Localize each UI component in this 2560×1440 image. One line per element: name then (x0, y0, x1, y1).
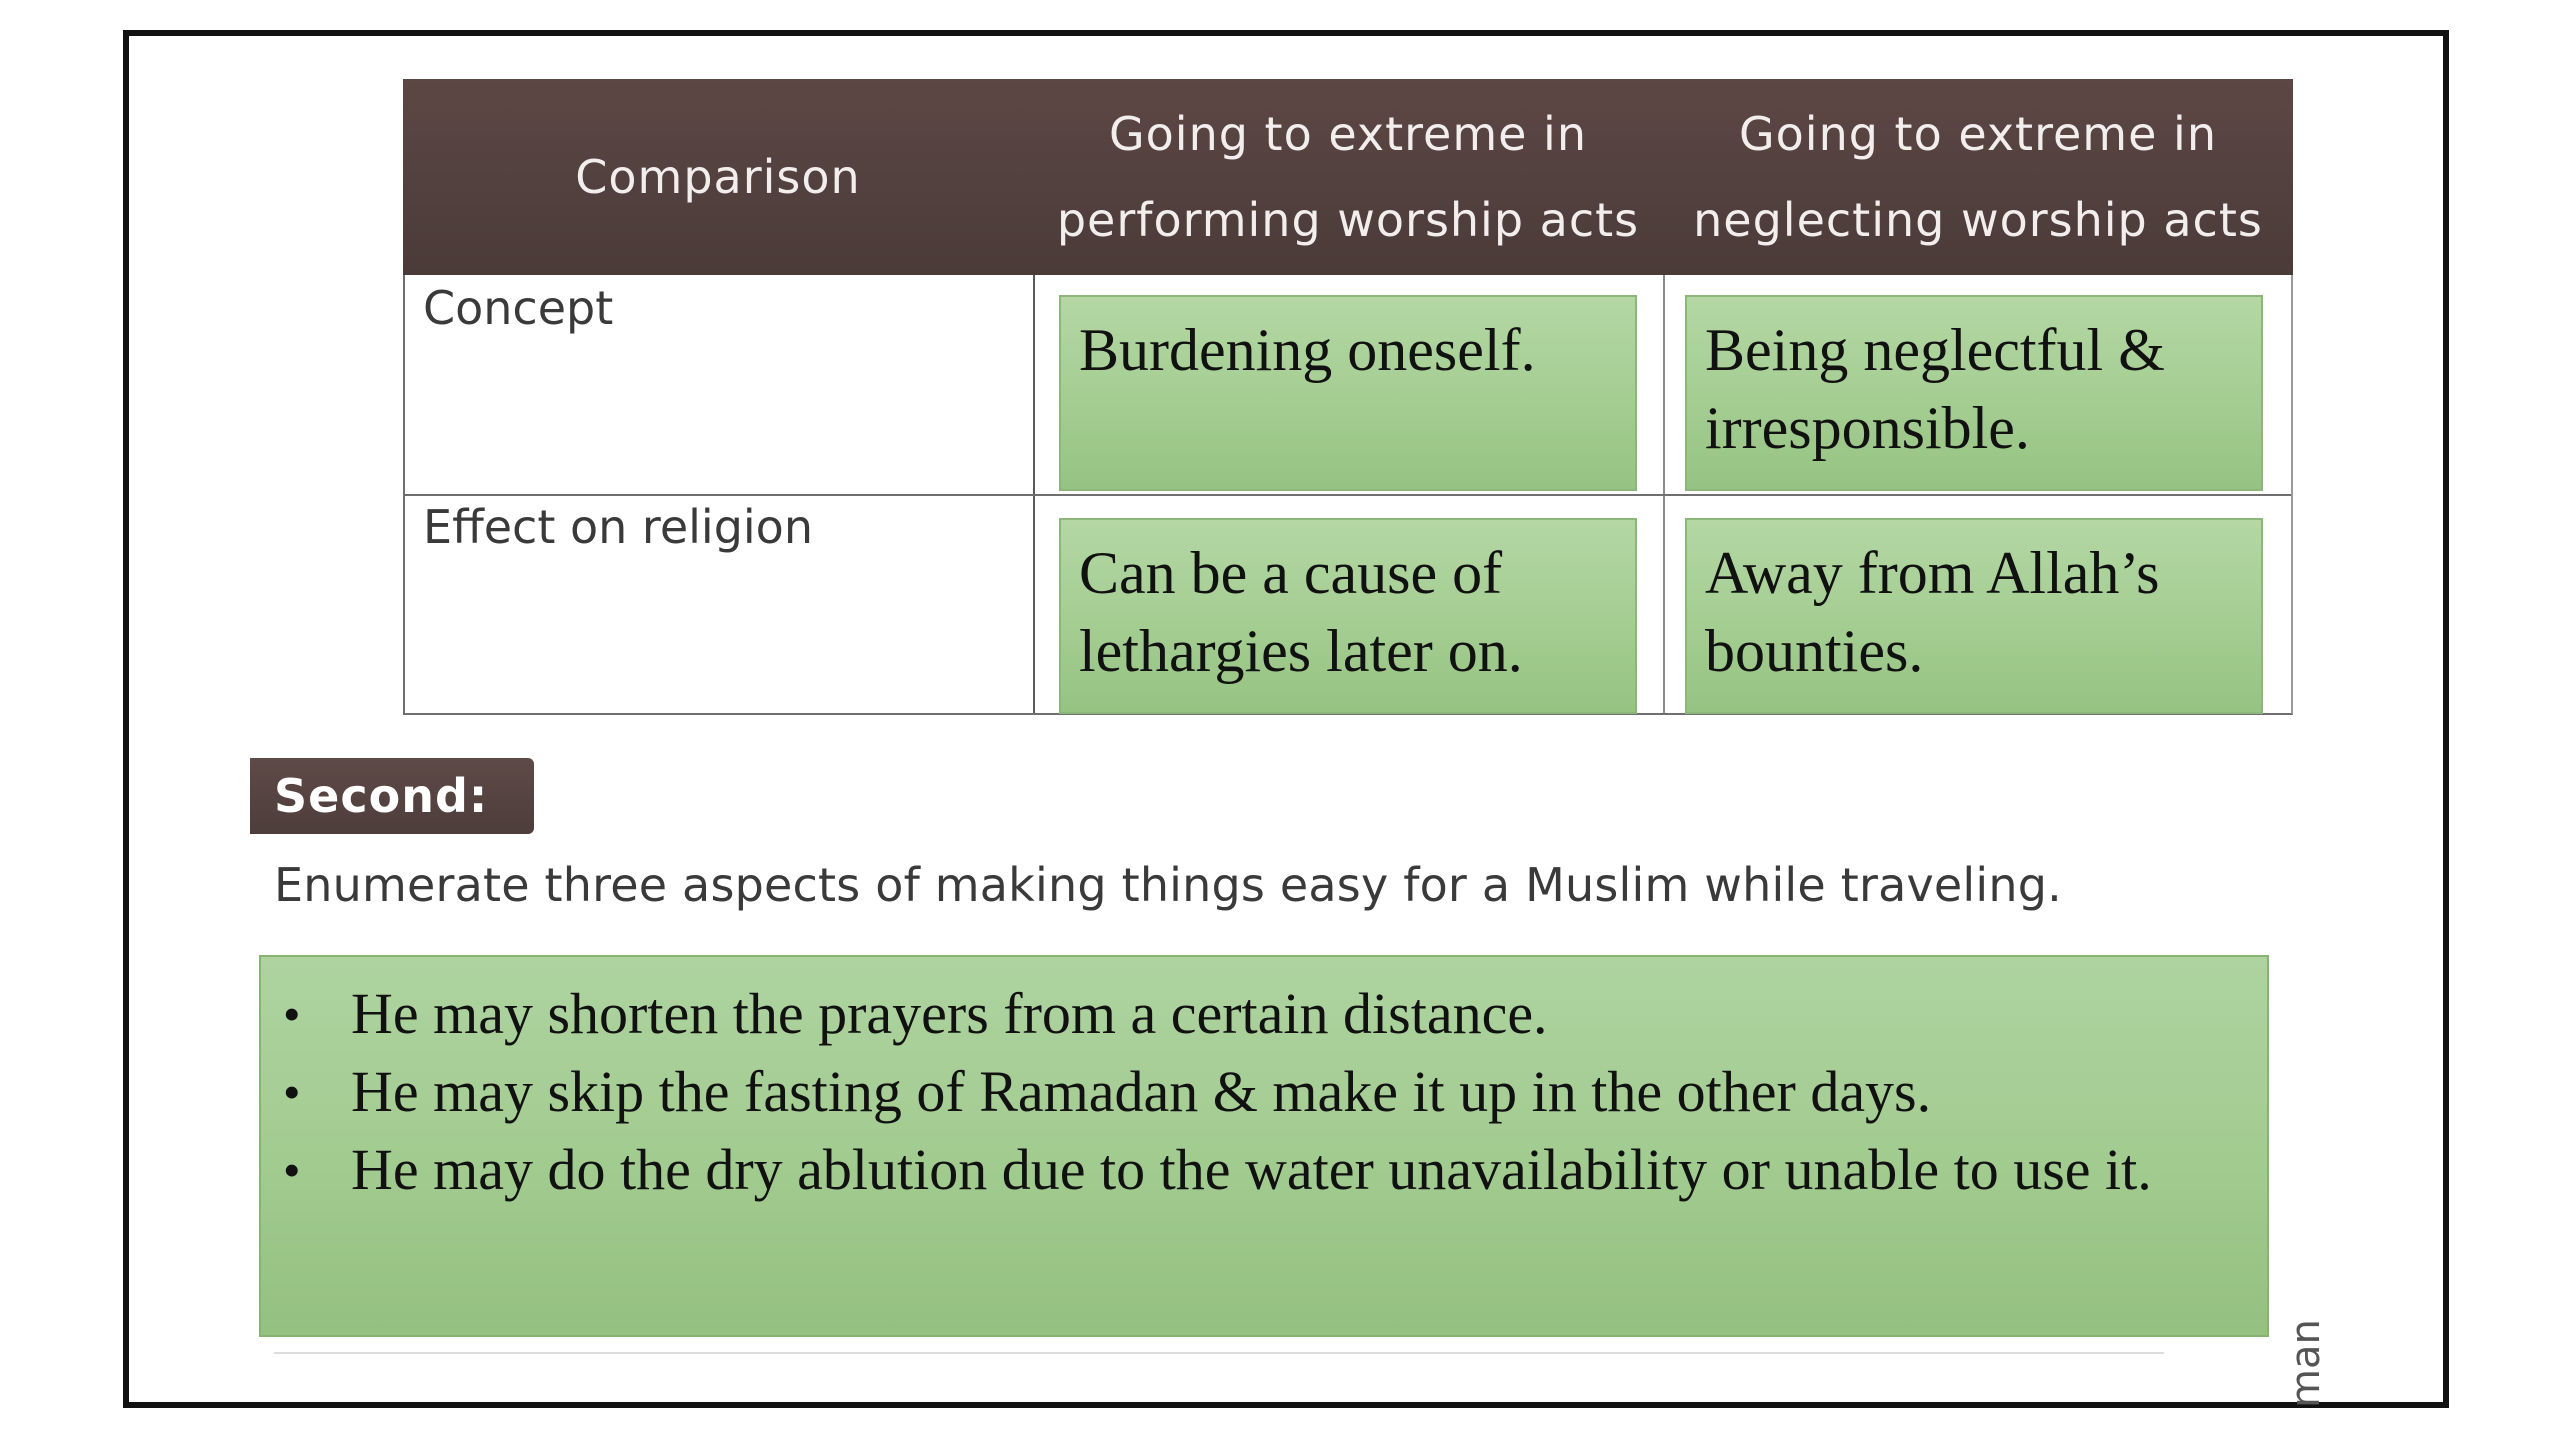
row-label-effect: Effect on religion (423, 500, 813, 554)
header-performing-line-1: Going to extreme in (1109, 107, 1587, 161)
list-item (283, 1131, 2227, 1209)
second-section-tag: Second: (250, 758, 534, 834)
answers-box (259, 955, 2269, 1337)
question-text: Enumerate three aspects of making things easy for a Muslim while traveling. (274, 858, 2062, 912)
header-performing (1033, 79, 1663, 275)
answer-text: He may skip the fasting of Ramadan & make it up in the other days. (351, 1059, 1932, 1124)
header-neglecting (1663, 79, 2293, 275)
answer-text: He may do the dry ablution due to the water unavailability or unable to use it. (351, 1137, 2152, 1202)
table-row-concept (405, 275, 2291, 496)
cell-concept-performing: Burdening oneself. (1059, 295, 1637, 491)
cell-effect-performing: Can be a cause of lethargies later on. (1059, 518, 1637, 714)
row-label-concept: Concept (423, 281, 614, 335)
comparison-table (403, 79, 2293, 715)
header-neglecting-line-1: Going to extreme in (1739, 107, 2217, 161)
table-row-effect (405, 494, 2291, 713)
bullet-icon: • (283, 1142, 301, 1198)
header-comparison: Comparison (575, 150, 861, 204)
list-item (283, 975, 2227, 1053)
cell-concept-neglecting: Being neglectful & irresponsible. (1685, 295, 2263, 491)
cell-effect-neglecting: Away from Allah’s bounties. (1685, 518, 2263, 714)
bullet-icon: • (283, 1064, 301, 1120)
table-header (403, 79, 2293, 275)
bottom-divider (274, 1352, 2164, 1354)
side-watermark: man (2283, 1319, 2329, 1408)
bullet-icon: • (283, 986, 301, 1042)
header-performing-line-2: performing worship acts (1056, 193, 1640, 247)
answer-text: He may shorten the prayers from a certain distance. (351, 981, 1548, 1046)
table-body (403, 275, 2293, 715)
header-neglecting-line-2: neglecting worship acts (1693, 193, 2263, 247)
answers-list (261, 957, 2267, 1209)
list-item (283, 1053, 2227, 1131)
